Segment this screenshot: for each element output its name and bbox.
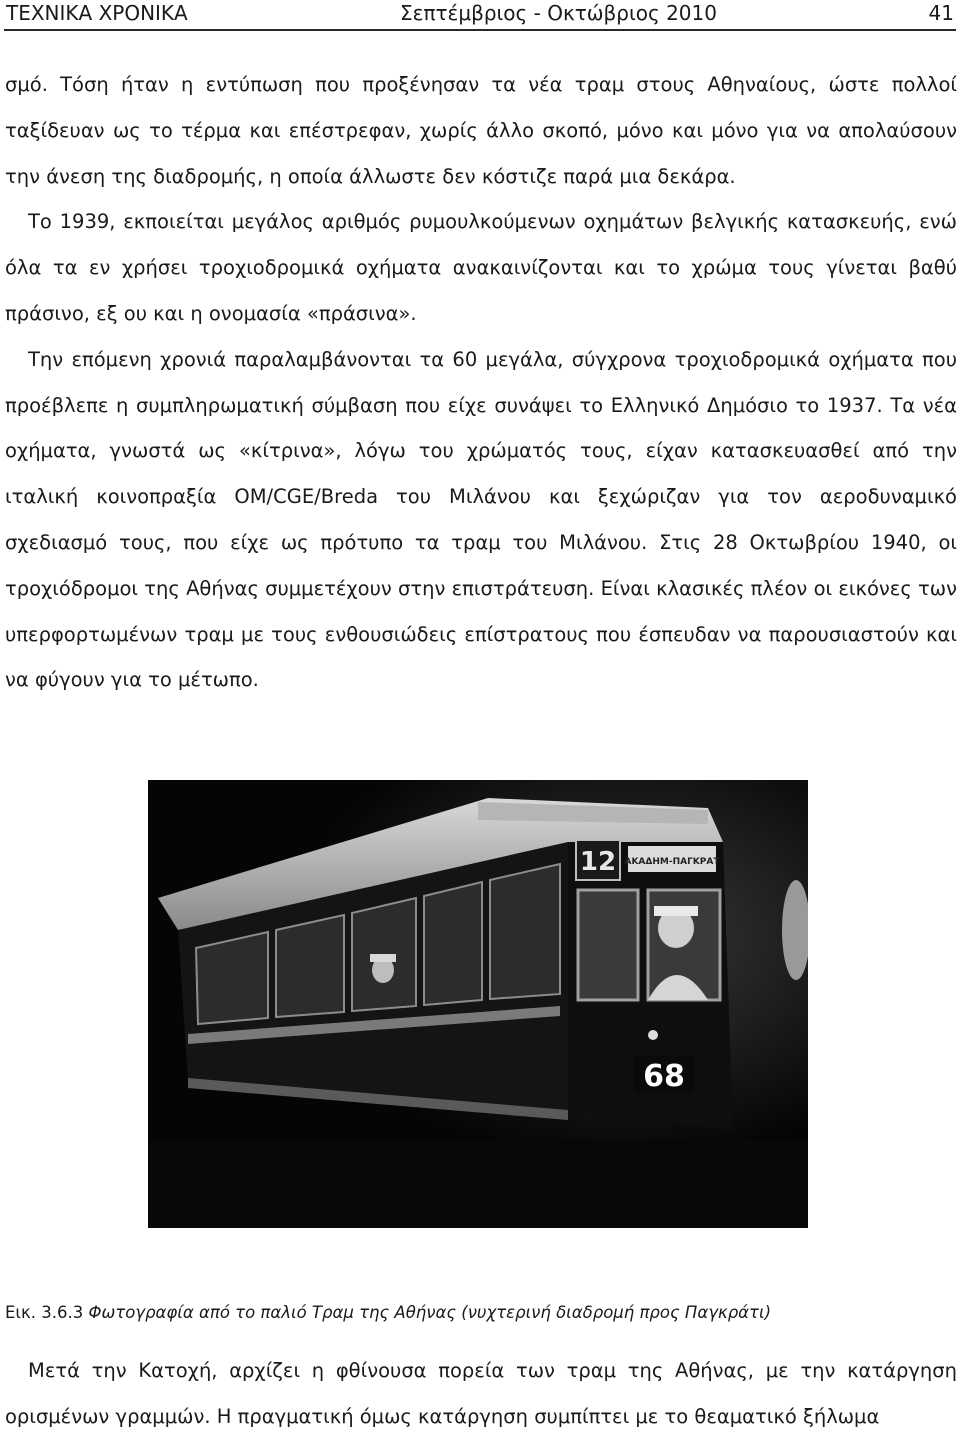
issue-date: Σεπτέμβριος - Οκτώβριος 2010 [400,1,717,25]
page-number: 41 [928,1,954,25]
figure-caption [5,1300,771,1326]
tram-photo [148,780,808,1228]
car-number: 68 [643,1059,685,1094]
headlamp [648,1030,658,1040]
paragraph-3: Την επόμενη χρονιά παραλαμβάνονται τα 60 μεγάλα, σύγχρονα τροχιοδρομικά οχήματα που προέβλεπε η συμπληρωματική σύμβαση που είχε συνάψει το Ελληνικό Δημόσιο το 1937. Τα νέα οχήματα, γνωστά ως «κίτρινα», λόγω του χρώματός τους, είχαν κατασκευασθεί από την ιταλική κοινοπραξία OM/CGE/Breda του Μιλάνου και ξεχώριζαν για τον αεροδυναμικό σχεδιασμό τους, που είχε ως πρότυπο τα τραμ του Μιλάνου. Στις 28 Οκτωβρίου 1940, οι τροχιόδρομοι της Αθήνας συμμετέχουν στην επιστράτευση. Είναι κλασικές πλέον οι εικόνες των υπερφορτωμένων τραμ με τους ενθουσιώδεις επίστρατους που έσπευδαν να παρουσιαστούν και να φύγουν για το μέτωπο. [5,347,957,692]
route-number: 12 [579,847,617,877]
tram-illustration [148,780,808,1228]
figure-caption-text: Φωτογραφία από το παλιό Τραμ της Αθήνας (νυχτερινή διαδρομή προς Παγκράτι) [88,1303,772,1322]
page-header [6,0,954,28]
driver-cap [654,906,698,916]
destination-text: ΑΚΑΔΗΜ-ΠΑΓΚΡΑΤ [624,857,720,867]
header-rule [4,29,956,31]
paragraph-4: Μετά την Κατοχή, αρχίζει η φθίνουσα πορεία των τραμ της Αθήνας, με την κατάργηση ορισμένων γραμμών. Η πραγματική όμως κατάργηση συμπίπτει με το θεαματικό ξήλωμα [5,1359,957,1428]
continuation-text [5,1348,957,1440]
figure-label: Εικ. 3.6.3 [5,1303,84,1322]
paragraph-2: Το 1939, εκποιείται μεγάλος αριθμός ρυμουλκούμενων οχημάτων βελγικής κατασκευής, ενώ όλα τα εν χρήσει τροχιοδρομικά οχήματα ανακαινίζονται και το χρώμα τους γίνεται βαθύ πράσινο, εξ ου και η ονομασία «πράσινα». [5,210,957,325]
journal-title: ΤΕΧΝΙΚΑ ΧΡΟΝΙΚΑ [6,1,188,25]
front-windows [578,890,720,1000]
paragraph-1: σμό. Τόση ήταν η εντύπωση που προξένησαν τα νέα τραμ στους Αθηναίους, ώστε πολλοί ταξίδευαν ως το τέρμα και επέστρεφαν, χωρίς άλλο σκοπό, μόνο και μόνο για να απολαύσουν την άνεση της διαδρομής, η οποία άλλωστε δεν κόστιζε παρά μια δεκάρα. [5,73,957,188]
article-body [5,62,957,703]
